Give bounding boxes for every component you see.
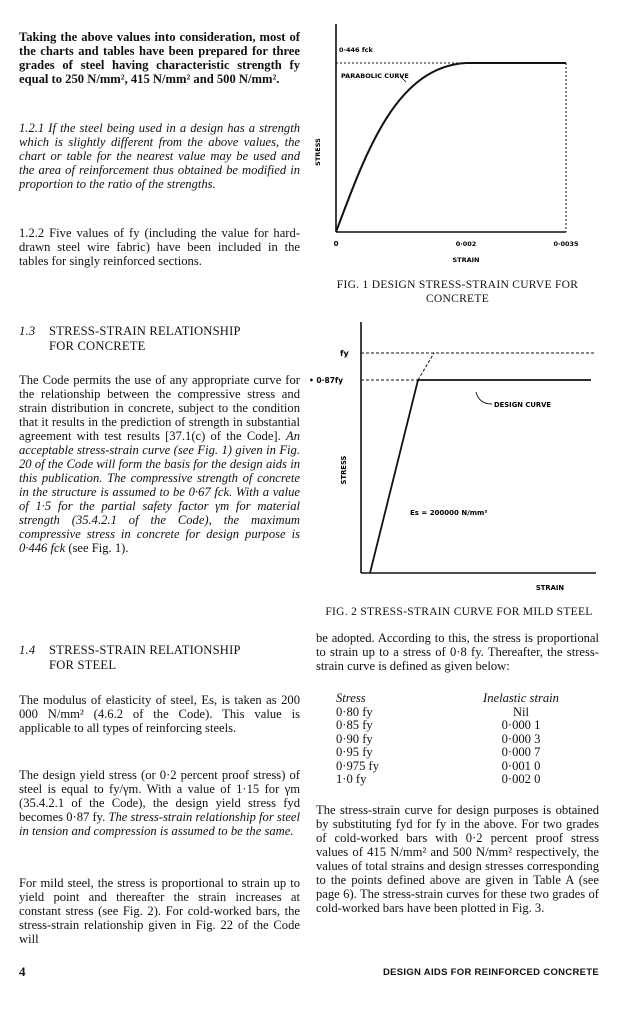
table-cell-strain: 0·001 0 bbox=[501, 758, 541, 773]
fig1-caption-line1: FIG. 1 DESIGN STRESS-STRAIN CURVE FOR bbox=[336, 279, 579, 291]
table-header-strain: Inelastic strain bbox=[483, 691, 559, 705]
running-footer-title: DESIGN AIDS FOR REINFORCED CONCRETE bbox=[383, 967, 599, 978]
fig1-tick-0: 0 bbox=[333, 240, 339, 248]
right-paragraph-1: be adopted. According to this, the stress is proportional to strain up to a stress of 0·8 fy. Thereafter, the stress-strain curve is defined as given below: bbox=[316, 631, 599, 673]
fig1-x-label: STRAIN bbox=[452, 256, 480, 264]
heading-1-3 bbox=[19, 324, 241, 353]
table-cell-stress: 0·85 fy bbox=[336, 718, 373, 732]
fig2-label-fy: fy bbox=[340, 349, 349, 358]
table-cell-strain: 0·000 3 bbox=[501, 731, 541, 746]
fig2-x-label: STRAIN bbox=[535, 584, 565, 592]
fig2-y-label: STRESS bbox=[340, 455, 348, 485]
fig1-tick-00035: 0·0035 bbox=[553, 240, 579, 248]
table-header-row bbox=[330, 692, 590, 706]
section-1-4-mild-steel: For mild steel, the stress is proportional to strain up to yield point and thereafter the strain increases at constant stress (see Fig. 2). For cold-worked bars, the stress-strain relationship given in Fig. 22 of the Code will bbox=[19, 876, 300, 946]
table-cell-stress: 0·90 fy bbox=[336, 731, 373, 746]
table-cell-strain: 0·000 7 bbox=[501, 745, 541, 759]
fig1-caption-line2: CONCRETE bbox=[425, 293, 490, 305]
fig1-label-peak: 0·446 fck bbox=[339, 46, 373, 54]
fig2-label-design-curve: DESIGN CURVE bbox=[494, 401, 551, 409]
intro-paragraph: Taking the above values into consideration, most of the charts and tables have been prepared for three grades of steel having characteristic strength fy equal to 250 N/mm², 415 N/mm² and 500 N/mm². bbox=[19, 30, 300, 86]
fig2-elastic-extension bbox=[418, 353, 434, 380]
table-row bbox=[330, 760, 590, 774]
heading-1-4-line2: FOR STEEL bbox=[49, 657, 117, 672]
table-cell-stress: 1·0 fy bbox=[336, 772, 367, 786]
table-cell-stress: 0·95 fy bbox=[336, 745, 373, 759]
table-row bbox=[330, 746, 590, 760]
section-1-4-modulus: The modulus of elasticity of steel, Es, is taken as 200 000 N/mm² (4.6.2 of the Code). This value is applicable to all types of reinforcing steels. bbox=[19, 693, 300, 735]
section-1-2-1: 1.2.1 If the steel being used in a design has a strength which is slightly different from the above values, the chart or table for the nearest value may be used and the area of reinforcement thus obtained be modified in proportion to the ratio of the strengths. bbox=[19, 121, 300, 191]
section-1-4-yield-text: The design yield stress (or 0·2 percent proof stress) of steel is equal to fy/γm. With a value of 1·15 for γm (35.4.2.1 of the Code), the design yield stress fyd becomes 0·87 fy. bbox=[19, 768, 300, 824]
table-row bbox=[330, 773, 590, 787]
right-paragraph-2: The stress-strain curve for design purposes is obtained by substituting fyd for fy in the above. For two grades of cold-worked bars with 0·2 percent proof stress values of 415 N/mm² and 500 N/mm² respectively, the values of total strains and design stresses corresponding to the points defined above are given in Table A (see page 6). The stress-strain curves for these two grades of cold-worked bars have been plotted in Fig. 3. bbox=[316, 803, 599, 915]
inelastic-strain-table bbox=[330, 692, 590, 787]
figure-1-chart bbox=[306, 22, 606, 272]
fig1-tick-0002: 0·002 bbox=[455, 240, 477, 248]
section-1-3-paragraph bbox=[19, 373, 300, 555]
table-cell-strain: Nil bbox=[512, 704, 530, 719]
heading-1-4-line1: STRESS-STRAIN RELATIONSHIP bbox=[49, 643, 241, 657]
section-1-3-end: (see Fig. 1). bbox=[68, 541, 129, 555]
table-cell-strain: 0·000 1 bbox=[501, 718, 541, 732]
fig1-parabolic-curve bbox=[336, 63, 566, 232]
section-1-3-text: The Code permits the use of any appropriate curve for the relationship between the compressive stress and strain distribution in concrete, subject to the condition that it results in the prediction of strength in substantial agreement with test results [37.1(c) of the Code]. bbox=[19, 373, 300, 443]
figure-2-chart bbox=[306, 320, 606, 600]
table-header-stress: Stress bbox=[336, 691, 366, 705]
table-row bbox=[330, 719, 590, 733]
fig2-label-es: Es = 200000 N/mm² bbox=[410, 509, 488, 517]
section-1-4-yield-italic: The stress-strain relationship for steel in tension and compression is assumed to be the same. bbox=[19, 810, 300, 838]
fig1-y-label: STRESS bbox=[314, 138, 322, 166]
section-1-2-2: 1.2.2 Five values of fy (including the value for hard-drawn steel wire fabric) have been included in the tables for singly reinforced sections. bbox=[19, 226, 300, 268]
section-1-3-italic: An acceptable stress-strain curve (see Fig. 1) given in Fig. 20 of the Code will form the basis for the design aids in this publication. The compressive strength of concrete in the structure is assumed to be 0·67 fck. With a value of 1·5 for the partial safety factor γm for material strength (35.4.2.1 of the Code), the maximum compressive stress in concrete for design purpose is 0·446 fck bbox=[19, 429, 300, 555]
heading-1-3-line2: FOR CONCRETE bbox=[49, 338, 146, 353]
heading-1-4 bbox=[19, 643, 241, 672]
figure-2-caption: FIG. 2 STRESS-STRAIN CURVE FOR MILD STEEL bbox=[325, 606, 593, 618]
heading-1-3-line1: STRESS-STRAIN RELATIONSHIP bbox=[49, 324, 241, 338]
fig2-design-curve bbox=[370, 380, 591, 573]
table-cell-strain: 0·002 0 bbox=[501, 772, 541, 786]
table-row bbox=[330, 733, 590, 747]
table-cell-stress: 0·80 fy bbox=[336, 704, 373, 719]
heading-1-3-number: 1.3 bbox=[19, 324, 36, 338]
table-row bbox=[330, 706, 590, 720]
figure-1-caption bbox=[316, 278, 599, 306]
table-cell-stress: 0·975 fy bbox=[336, 758, 380, 773]
fig2-label-087fy: • 0·87fy bbox=[309, 376, 344, 385]
page-number: 4 bbox=[19, 964, 26, 979]
fig1-label-parabolic: PARABOLIC CURVE bbox=[341, 72, 409, 80]
heading-1-4-number: 1.4 bbox=[19, 643, 36, 657]
section-1-4-yield bbox=[19, 768, 300, 838]
